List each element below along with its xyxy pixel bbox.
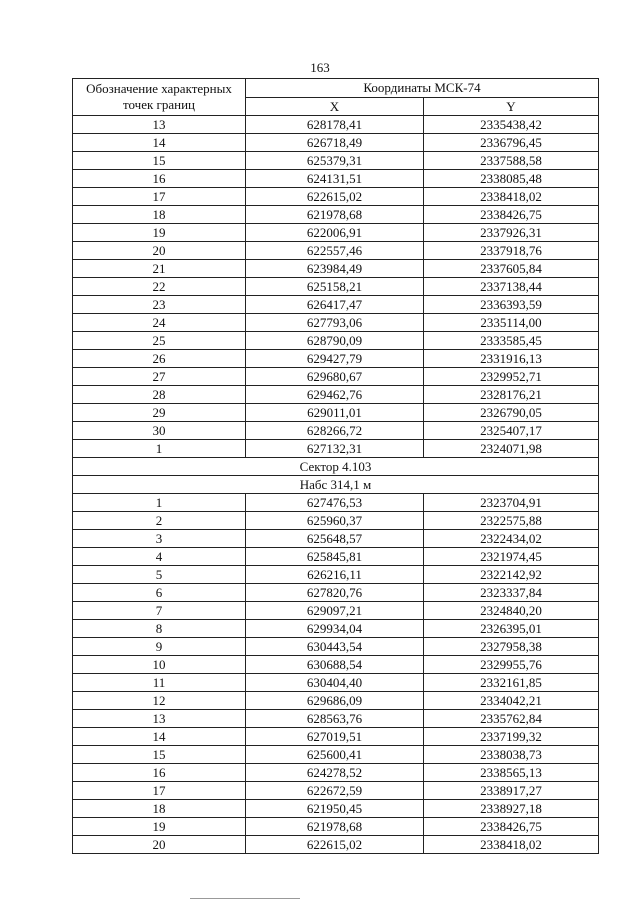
point-number-cell: 17 xyxy=(73,188,246,206)
table-row xyxy=(73,386,599,404)
y-coordinate-cell: 2333585,45 xyxy=(424,332,599,350)
x-coordinate-cell: 630443,54 xyxy=(246,638,424,656)
x-coordinate-cell: 622672,59 xyxy=(246,782,424,800)
table-row xyxy=(73,350,599,368)
x-coordinate-cell: 629686,09 xyxy=(246,692,424,710)
section-label: Сектор 4.103 xyxy=(73,458,599,476)
y-coordinate-cell: 2335438,42 xyxy=(424,116,599,134)
x-coordinate-cell: 625845,81 xyxy=(246,548,424,566)
point-number-cell: 27 xyxy=(73,368,246,386)
x-coordinate-cell: 625960,37 xyxy=(246,512,424,530)
table-row xyxy=(73,404,599,422)
y-coordinate-cell: 2322434,02 xyxy=(424,530,599,548)
y-coordinate-cell: 2338927,18 xyxy=(424,800,599,818)
point-number-cell: 20 xyxy=(73,836,246,854)
point-number-cell: 22 xyxy=(73,278,246,296)
table-row xyxy=(73,188,599,206)
x-coordinate-cell: 630688,54 xyxy=(246,656,424,674)
x-coordinate-cell: 629462,76 xyxy=(246,386,424,404)
x-coordinate-cell: 625648,57 xyxy=(246,530,424,548)
x-coordinate-cell: 624278,52 xyxy=(246,764,424,782)
coordinates-header: Координаты МСК-74 xyxy=(246,79,599,98)
y-coordinate-cell: 2332161,85 xyxy=(424,674,599,692)
point-number-cell: 14 xyxy=(73,728,246,746)
point-number-cell: 15 xyxy=(73,152,246,170)
table-row xyxy=(73,494,599,512)
point-number-cell: 20 xyxy=(73,242,246,260)
y-coordinate-cell: 2321974,45 xyxy=(424,548,599,566)
y-coordinate-cell: 2338917,27 xyxy=(424,782,599,800)
point-number-cell: 13 xyxy=(73,710,246,728)
x-coordinate-cell: 628563,76 xyxy=(246,710,424,728)
table-row xyxy=(73,674,599,692)
x-column-header: X xyxy=(246,98,424,116)
table-row xyxy=(73,728,599,746)
point-number-cell: 7 xyxy=(73,602,246,620)
table-row xyxy=(73,584,599,602)
point-number-cell: 10 xyxy=(73,656,246,674)
y-coordinate-cell: 2338426,75 xyxy=(424,818,599,836)
table-row xyxy=(73,242,599,260)
x-coordinate-cell: 621978,68 xyxy=(246,818,424,836)
x-coordinate-cell: 626216,11 xyxy=(246,566,424,584)
x-coordinate-cell: 628790,09 xyxy=(246,332,424,350)
y-coordinate-cell: 2324840,20 xyxy=(424,602,599,620)
x-coordinate-cell: 628266,72 xyxy=(246,422,424,440)
table-row xyxy=(73,170,599,188)
y-coordinate-cell: 2338418,02 xyxy=(424,188,599,206)
y-coordinate-cell: 2329952,71 xyxy=(424,368,599,386)
table-row xyxy=(73,224,599,242)
point-number-cell: 6 xyxy=(73,584,246,602)
table-row xyxy=(73,440,599,458)
y-coordinate-cell: 2331916,13 xyxy=(424,350,599,368)
table-row xyxy=(73,332,599,350)
table-row xyxy=(73,548,599,566)
table-row xyxy=(73,152,599,170)
point-number-cell: 1 xyxy=(73,440,246,458)
y-coordinate-cell: 2338085,48 xyxy=(424,170,599,188)
y-coordinate-cell: 2338038,73 xyxy=(424,746,599,764)
point-designation-header: Обозначение характерных точек границ xyxy=(73,79,246,116)
point-number-cell: 4 xyxy=(73,548,246,566)
point-number-cell: 15 xyxy=(73,746,246,764)
x-coordinate-cell: 627019,51 xyxy=(246,728,424,746)
y-coordinate-cell: 2336796,45 xyxy=(424,134,599,152)
x-coordinate-cell: 621950,45 xyxy=(246,800,424,818)
table-row xyxy=(73,260,599,278)
point-number-cell: 23 xyxy=(73,296,246,314)
table-row xyxy=(73,836,599,854)
x-coordinate-cell: 629427,79 xyxy=(246,350,424,368)
x-coordinate-cell: 625158,21 xyxy=(246,278,424,296)
y-coordinate-cell: 2337918,76 xyxy=(424,242,599,260)
x-coordinate-cell: 629011,01 xyxy=(246,404,424,422)
table-row xyxy=(73,692,599,710)
x-coordinate-cell: 628178,41 xyxy=(246,116,424,134)
x-coordinate-cell: 627820,76 xyxy=(246,584,424,602)
point-number-cell: 25 xyxy=(73,332,246,350)
y-coordinate-cell: 2335762,84 xyxy=(424,710,599,728)
x-coordinate-cell: 627132,31 xyxy=(246,440,424,458)
point-number-cell: 5 xyxy=(73,566,246,584)
coordinates-table xyxy=(72,78,599,854)
y-coordinate-cell: 2322142,92 xyxy=(424,566,599,584)
y-coordinate-cell: 2323337,84 xyxy=(424,584,599,602)
y-coordinate-cell: 2334042,21 xyxy=(424,692,599,710)
point-number-cell: 1 xyxy=(73,494,246,512)
table-row xyxy=(73,782,599,800)
x-coordinate-cell: 626417,47 xyxy=(246,296,424,314)
y-coordinate-cell: 2323704,91 xyxy=(424,494,599,512)
point-number-cell: 26 xyxy=(73,350,246,368)
point-number-cell: 21 xyxy=(73,260,246,278)
point-number-cell: 18 xyxy=(73,206,246,224)
x-coordinate-cell: 622557,46 xyxy=(246,242,424,260)
table-row xyxy=(73,278,599,296)
point-number-cell: 14 xyxy=(73,134,246,152)
x-coordinate-cell: 621978,68 xyxy=(246,206,424,224)
y-coordinate-cell: 2337605,84 xyxy=(424,260,599,278)
y-coordinate-cell: 2335114,00 xyxy=(424,314,599,332)
x-coordinate-cell: 622615,02 xyxy=(246,836,424,854)
x-coordinate-cell: 629934,04 xyxy=(246,620,424,638)
table-row xyxy=(73,602,599,620)
point-number-cell: 18 xyxy=(73,800,246,818)
x-coordinate-cell: 623984,49 xyxy=(246,260,424,278)
point-number-cell: 12 xyxy=(73,692,246,710)
table-row xyxy=(73,764,599,782)
y-coordinate-cell: 2327958,38 xyxy=(424,638,599,656)
y-column-header: Y xyxy=(424,98,599,116)
y-coordinate-cell: 2338426,75 xyxy=(424,206,599,224)
y-coordinate-cell: 2336393,59 xyxy=(424,296,599,314)
x-coordinate-cell: 624131,51 xyxy=(246,170,424,188)
table-row xyxy=(73,368,599,386)
x-coordinate-cell: 630404,40 xyxy=(246,674,424,692)
y-coordinate-cell: 2325407,17 xyxy=(424,422,599,440)
table-row xyxy=(73,116,599,134)
x-coordinate-cell: 629097,21 xyxy=(246,602,424,620)
point-number-cell: 30 xyxy=(73,422,246,440)
y-coordinate-cell: 2328176,21 xyxy=(424,386,599,404)
point-number-cell: 16 xyxy=(73,764,246,782)
y-coordinate-cell: 2337199,32 xyxy=(424,728,599,746)
x-coordinate-cell: 627793,06 xyxy=(246,314,424,332)
table-row xyxy=(73,134,599,152)
table-row xyxy=(73,620,599,638)
y-coordinate-cell: 2326790,05 xyxy=(424,404,599,422)
y-coordinate-cell: 2324071,98 xyxy=(424,440,599,458)
point-number-cell: 19 xyxy=(73,818,246,836)
point-number-cell: 16 xyxy=(73,170,246,188)
table-row xyxy=(73,422,599,440)
table-row xyxy=(73,710,599,728)
table-row xyxy=(73,512,599,530)
point-number-cell: 29 xyxy=(73,404,246,422)
table-row xyxy=(73,206,599,224)
table-row xyxy=(73,566,599,584)
point-number-cell: 2 xyxy=(73,512,246,530)
section-label: Набс 314,1 м xyxy=(73,476,599,494)
page-number: 163 xyxy=(310,60,330,75)
table-row xyxy=(73,746,599,764)
y-coordinate-cell: 2322575,88 xyxy=(424,512,599,530)
section-row xyxy=(73,476,599,494)
point-number-cell: 24 xyxy=(73,314,246,332)
table-row xyxy=(73,800,599,818)
y-coordinate-cell: 2326395,01 xyxy=(424,620,599,638)
point-number-cell: 28 xyxy=(73,386,246,404)
point-number-cell: 9 xyxy=(73,638,246,656)
table-row xyxy=(73,818,599,836)
table-row xyxy=(73,656,599,674)
point-number-cell: 19 xyxy=(73,224,246,242)
y-coordinate-cell: 2337138,44 xyxy=(424,278,599,296)
y-coordinate-cell: 2337588,58 xyxy=(424,152,599,170)
point-number-cell: 11 xyxy=(73,674,246,692)
point-number-cell: 3 xyxy=(73,530,246,548)
point-number-cell: 17 xyxy=(73,782,246,800)
point-number-cell: 13 xyxy=(73,116,246,134)
x-coordinate-cell: 625379,31 xyxy=(246,152,424,170)
y-coordinate-cell: 2329955,76 xyxy=(424,656,599,674)
y-coordinate-cell: 2337926,31 xyxy=(424,224,599,242)
x-coordinate-cell: 627476,53 xyxy=(246,494,424,512)
table-row xyxy=(73,314,599,332)
x-coordinate-cell: 622006,91 xyxy=(246,224,424,242)
x-coordinate-cell: 629680,67 xyxy=(246,368,424,386)
bottom-divider xyxy=(190,898,300,899)
x-coordinate-cell: 622615,02 xyxy=(246,188,424,206)
coordinates-rows xyxy=(73,116,599,854)
y-coordinate-cell: 2338418,02 xyxy=(424,836,599,854)
y-coordinate-cell: 2338565,13 xyxy=(424,764,599,782)
x-coordinate-cell: 625600,41 xyxy=(246,746,424,764)
table-row xyxy=(73,638,599,656)
table-row xyxy=(73,530,599,548)
point-number-cell: 8 xyxy=(73,620,246,638)
x-coordinate-cell: 626718,49 xyxy=(246,134,424,152)
section-row xyxy=(73,458,599,476)
table-row xyxy=(73,296,599,314)
